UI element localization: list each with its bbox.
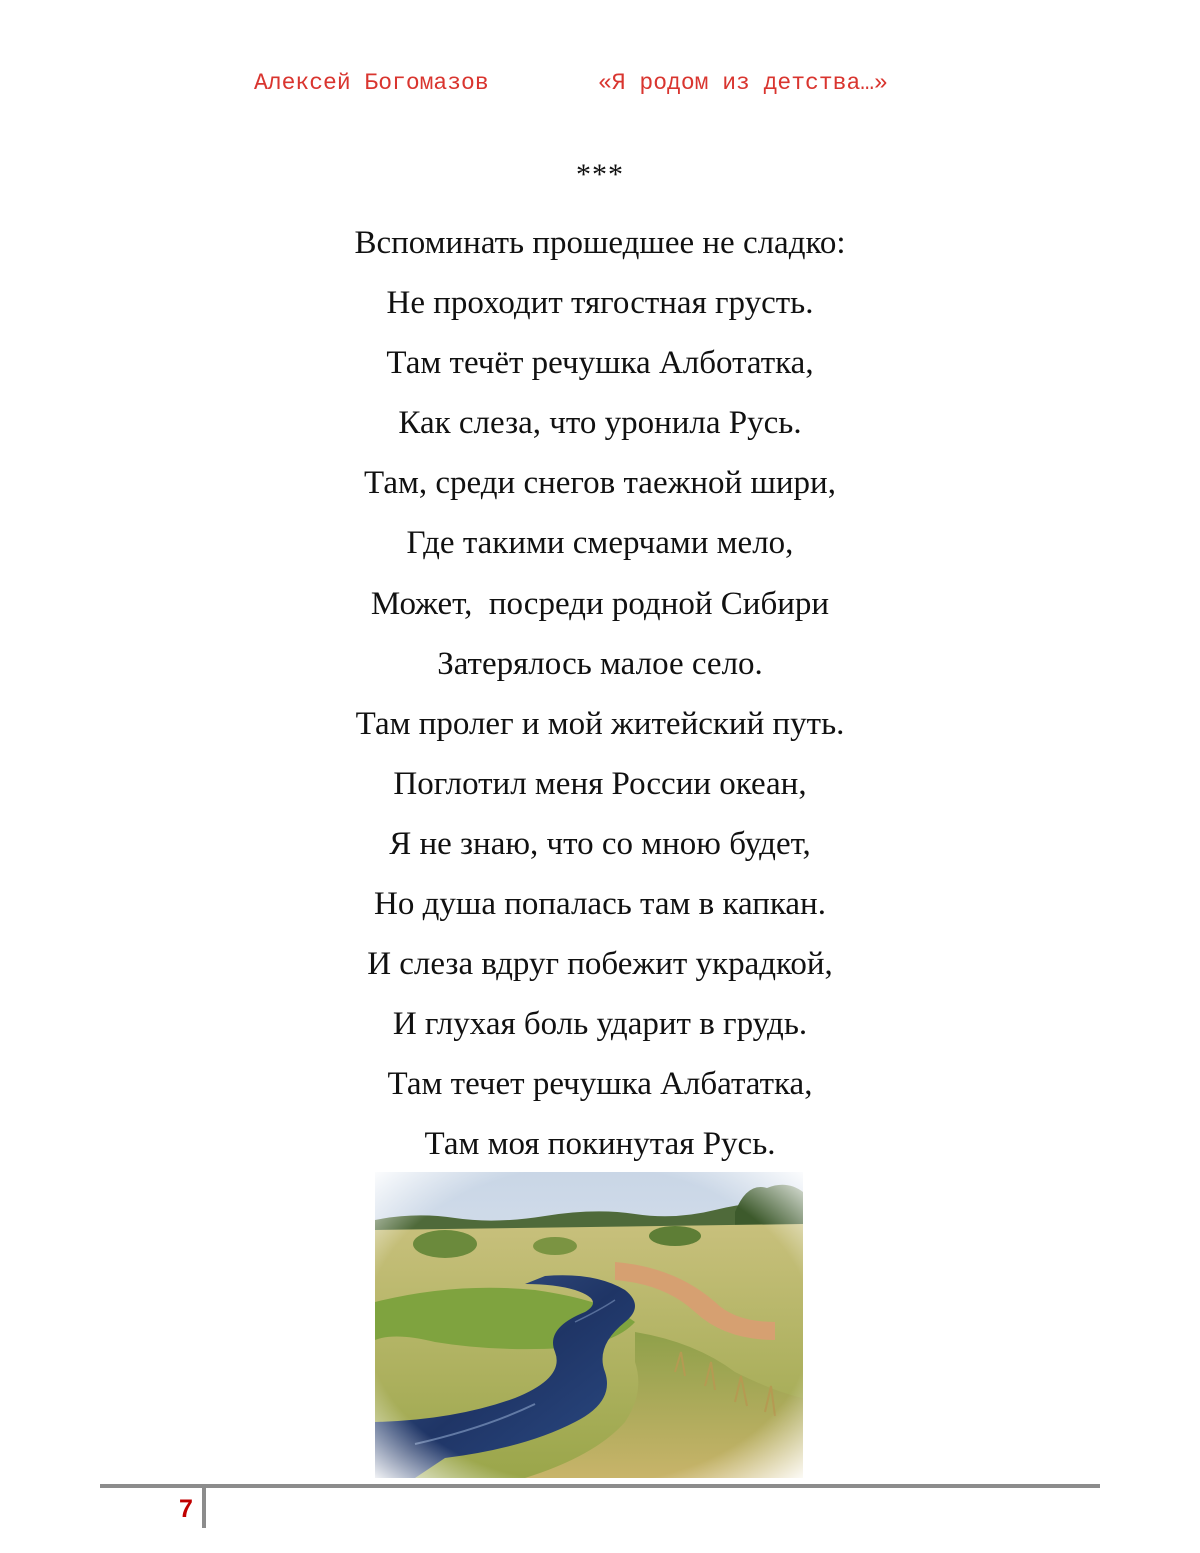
- poem-line: И глухая боль ударит в грудь.: [392, 1006, 808, 1043]
- poem-separator: ***: [576, 158, 624, 191]
- poem-line: Там моя покинутая Русь.: [424, 1126, 776, 1163]
- running-header: [0, 70, 1200, 104]
- page-number: 7: [179, 1495, 193, 1523]
- poem-line: Но душа попалась там в капкан.: [374, 886, 826, 923]
- poem-line: Не проходит тягостная грусть.: [386, 285, 814, 322]
- river-landscape-photo: [375, 1172, 803, 1478]
- poem-body: [0, 220, 1200, 1182]
- poem-line: И слеза вдруг побежит украдкой,: [367, 946, 833, 983]
- poem-line: Как слеза, что уронила Русь.: [398, 405, 802, 442]
- poem-line: Я не знаю, что со мною будет,: [389, 825, 811, 862]
- header-book-title: «Я родом из детства…»: [598, 70, 888, 96]
- poem-line: Там течет речушка Албататка,: [387, 1066, 813, 1103]
- poem-line: Затерялось малое село.: [437, 645, 763, 682]
- poem-line: Там, среди снегов таежной шири,: [364, 465, 836, 502]
- poem-line: Вспоминать прошедшее не сладко:: [354, 225, 846, 261]
- poem-line: Может, посреди родной Сибири: [370, 585, 830, 622]
- poem-line: Там пролег и мой житейский путь.: [355, 705, 845, 742]
- header-author: Алексей Богомазов: [254, 70, 489, 96]
- page-number-divider: [202, 1488, 206, 1528]
- footer-rule: [100, 1484, 1100, 1488]
- poem-line: Поглотил меня России океан,: [393, 765, 807, 802]
- poem-line: Там течёт речушка Алботатка,: [386, 345, 814, 382]
- poem-line: Где такими смерчами мело,: [406, 525, 794, 562]
